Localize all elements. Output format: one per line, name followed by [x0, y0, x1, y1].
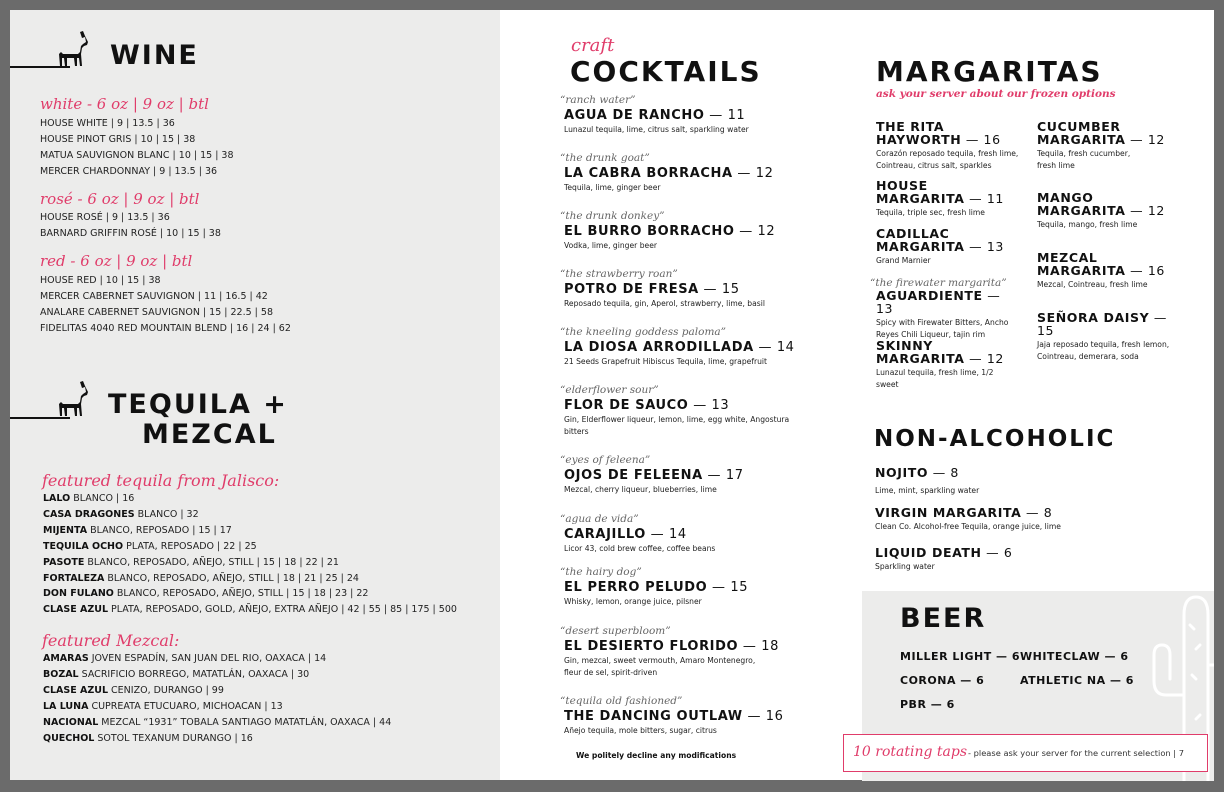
cocktail-item: “the kneeling goddess paloma” LA DIOSA ARRODILLADA — 14 21 Seeds Grapefruit Hibiscus Tequila, lime, grapefruit: [560, 326, 795, 366]
right-panel: [500, 10, 1214, 780]
non-alcoholic-item: NOJITO — 8 Lime, mint, sparkling water: [875, 465, 980, 495]
wine-title: WINE: [110, 40, 199, 71]
non-alcoholic-title: NON-ALCOHOLIC: [874, 426, 1116, 452]
margaritas-subtitle: ask your server about our frozen options: [876, 88, 1116, 100]
margarita-item: MANGO MARGARITA — 12 Tequila, mango, fresh lime: [1037, 190, 1165, 229]
rotating-taps-box: [843, 734, 1208, 772]
beer-item: PBR — 6: [900, 698, 955, 711]
list-item: LA LUNA CUPREATA ETUCUARO, MICHOACAN | 13: [43, 700, 283, 712]
margaritas-title: MARGARITAS: [876, 55, 1103, 88]
list-item: CASA DRAGONES BLANCO | 32: [43, 508, 199, 520]
list-item: FIDELITAS 4040 RED MOUNTAIN BLEND | 16 | 24 | 62: [40, 322, 291, 334]
list-item: MERCER CHARDONNAY | 9 | 13.5 | 36: [40, 165, 218, 177]
tequila-title-line1: TEQUILA +: [108, 389, 288, 420]
list-item: NACIONAL MEZCAL “1931” TOBALA SANTIAGO MATATLÁN, OAXACA | 44: [43, 716, 392, 728]
list-item: LALO BLANCO | 16: [43, 493, 135, 504]
list-item: CLASE AZUL PLATA, REPOSADO, GOLD, AÑEJO, EXTRA AÑEJO | 42 | 55 | 85 | 175 | 500: [43, 604, 457, 616]
beer-title: BEER: [900, 603, 987, 634]
list-item: AMARAS JOVEN ESPADÍN, SAN JUAN DEL RIO, OAXACA | 14: [43, 653, 327, 664]
cocktail-item: “ranch water” AGUA DE RANCHO — 11 Lunazul tequila, lime, citrus salt, sparkling water: [560, 94, 749, 134]
rotating-taps-text: - please ask your server for the current selection | 7: [968, 748, 1185, 758]
margarita-item: “the firewater margarita” AGUARDIENTE — 13 Spicy with Firewater Bitters, Ancho Reyes Chili Liqueur, tajin rim: [870, 277, 1009, 339]
rose-wine-list: [40, 210, 221, 242]
margarita-item: SEÑORA DAISY — 15 Jaja reposado tequila, fresh lemon, Cointreau, demerara, soda: [1037, 310, 1170, 361]
cocktail-item: “eyes of feleena” OJOS DE FELEENA — 17 Mezcal, cherry liqueur, blueberries, lime: [560, 454, 744, 494]
list-item: QUECHOL SOTOL TEXANUM DURANGO | 16: [43, 732, 253, 744]
list-item: FORTALEZA BLANCO, REPOSADO, AÑEJO, STILL | 18 | 21 | 25 | 24: [43, 572, 359, 584]
featured-mezcal-heading: featured Mezcal:: [42, 631, 180, 650]
list-item: PASOTE BLANCO, REPOSADO, AÑEJO, STILL | 15 | 18 | 22 | 21: [43, 556, 339, 568]
craft-script: craft: [571, 35, 615, 56]
beer-item: MILLER LIGHT — 6: [900, 650, 1021, 663]
list-item: CLASE AZUL CENIZO, DURANGO | 99: [43, 684, 224, 696]
red-wine-heading: red - 6 oz | 9 oz | btl: [40, 252, 193, 270]
rotating-taps-label: 10 rotating taps: [853, 744, 968, 760]
list-item: ANALARE CABERNET SAUVIGNON | 15 | 22.5 | 58: [40, 306, 273, 318]
beer-item: ATHLETIC NA — 6: [1020, 674, 1134, 687]
margarita-item: THE RITA HAYWORTH — 16 Corazón reposado tequila, fresh lime, Cointreau, citrus salt, sparkles: [876, 119, 1019, 170]
list-item: MIJENTA BLANCO, REPOSADO | 15 | 17: [43, 524, 232, 536]
non-alcoholic-item: VIRGIN MARGARITA — 8 Clean Co. Alcohol-free Tequila, orange juice, lime: [875, 505, 1061, 531]
margarita-item: MEZCAL MARGARITA — 16 Mezcal, Cointreau, fresh lime: [1037, 250, 1165, 289]
cocktail-item: “tequila old fashioned” THE DANCING OUTLAW — 16 Añejo tequila, mole bitters, sugar, citrus: [560, 695, 784, 735]
cocktail-item: “agua de vida” CARAJILLO — 14 Licor 43, cold brew coffee, coffee beans: [560, 513, 716, 553]
cocktail-item: “the drunk goat” LA CABRA BORRACHA — 12 Tequila, lime, ginger beer: [560, 152, 774, 192]
list-item: TEQUILA OCHO PLATA, REPOSADO | 22 | 25: [43, 540, 257, 552]
list-item: HOUSE RED | 10 | 15 | 38: [40, 275, 161, 286]
cocktail-item: “the drunk donkey” EL BURRO BORRACHO — 12 Vodka, lime, ginger beer: [560, 210, 776, 250]
margarita-item: HOUSE MARGARITA — 11 Tequila, triple sec, fresh lime: [876, 178, 1004, 217]
list-item: MATUA SAUVIGNON BLANC | 10 | 15 | 38: [40, 149, 234, 161]
cocktails-title: COCKTAILS: [570, 55, 762, 88]
red-wine-list: [40, 273, 291, 337]
modifications-note: We politely decline any modifications: [576, 751, 737, 760]
goat-icon: [54, 380, 90, 420]
cocktail-item: “elderflower sour” FLOR DE SAUCO — 13 Gin, Elderflower liqueur, lemon, lime, egg white, Angostura bitters: [560, 384, 790, 436]
cocktail-item: “the strawberry roan” POTRO DE FRESA — 15 Reposado tequila, gin, Aperol, strawberry, lime, basil: [560, 268, 765, 308]
featured-tequila-heading: featured tequila from Jalisco:: [42, 471, 280, 490]
margarita-item: CADILLAC MARGARITA — 13 Grand Marnier: [876, 226, 1004, 265]
margarita-item: SKINNY MARGARITA — 12 Lunazul tequila, fresh lime, 1/2 sweet: [876, 338, 1004, 389]
list-item: MERCER CABERNET SAUVIGNON | 11 | 16.5 | 42: [40, 290, 268, 302]
list-item: DON FULANO BLANCO, REPOSADO, AÑEJO, STILL | 15 | 18 | 23 | 22: [43, 588, 369, 600]
white-wine-heading: white - 6 oz | 9 oz | btl: [40, 95, 209, 113]
white-wine-list: [40, 116, 234, 180]
beer-item: WHITECLAW — 6: [1020, 650, 1129, 663]
tequila-title-line2: MEZCAL: [142, 419, 277, 450]
list-item: BARNARD GRIFFIN ROSÉ | 10 | 15 | 38: [40, 227, 221, 239]
tequila-list: [43, 491, 457, 618]
rose-wine-heading: rosé - 6 oz | 9 oz | btl: [40, 190, 200, 208]
margarita-item: CUCUMBER MARGARITA — 12 Tequila, fresh cucumber, fresh lime: [1037, 119, 1165, 170]
list-item: HOUSE PINOT GRIS | 10 | 15 | 38: [40, 133, 196, 145]
cocktail-item: “the hairy dog” EL PERRO PELUDO — 15 Whisky, lemon, orange juice, pilsner: [560, 566, 749, 606]
goat-icon: [54, 30, 90, 70]
cocktail-item: “desert superbloom” EL DESIERTO FLORIDO — 18 Gin, mezcal, sweet vermouth, Amaro Montenegro, fleur de sel, spirit-driven: [560, 625, 779, 677]
list-item: BOZAL SACRIFICIO BORREGO, MATATLÁN, OAXACA | 30: [43, 668, 310, 680]
beer-item: CORONA — 6: [900, 674, 985, 687]
list-item: HOUSE ROSÉ | 9 | 13.5 | 36: [40, 212, 170, 223]
left-panel: [10, 10, 500, 780]
list-item: HOUSE WHITE | 9 | 13.5 | 36: [40, 118, 175, 129]
non-alcoholic-item: LIQUID DEATH — 6 Sparkling water: [875, 545, 1013, 571]
mezcal-list: [43, 651, 391, 746]
